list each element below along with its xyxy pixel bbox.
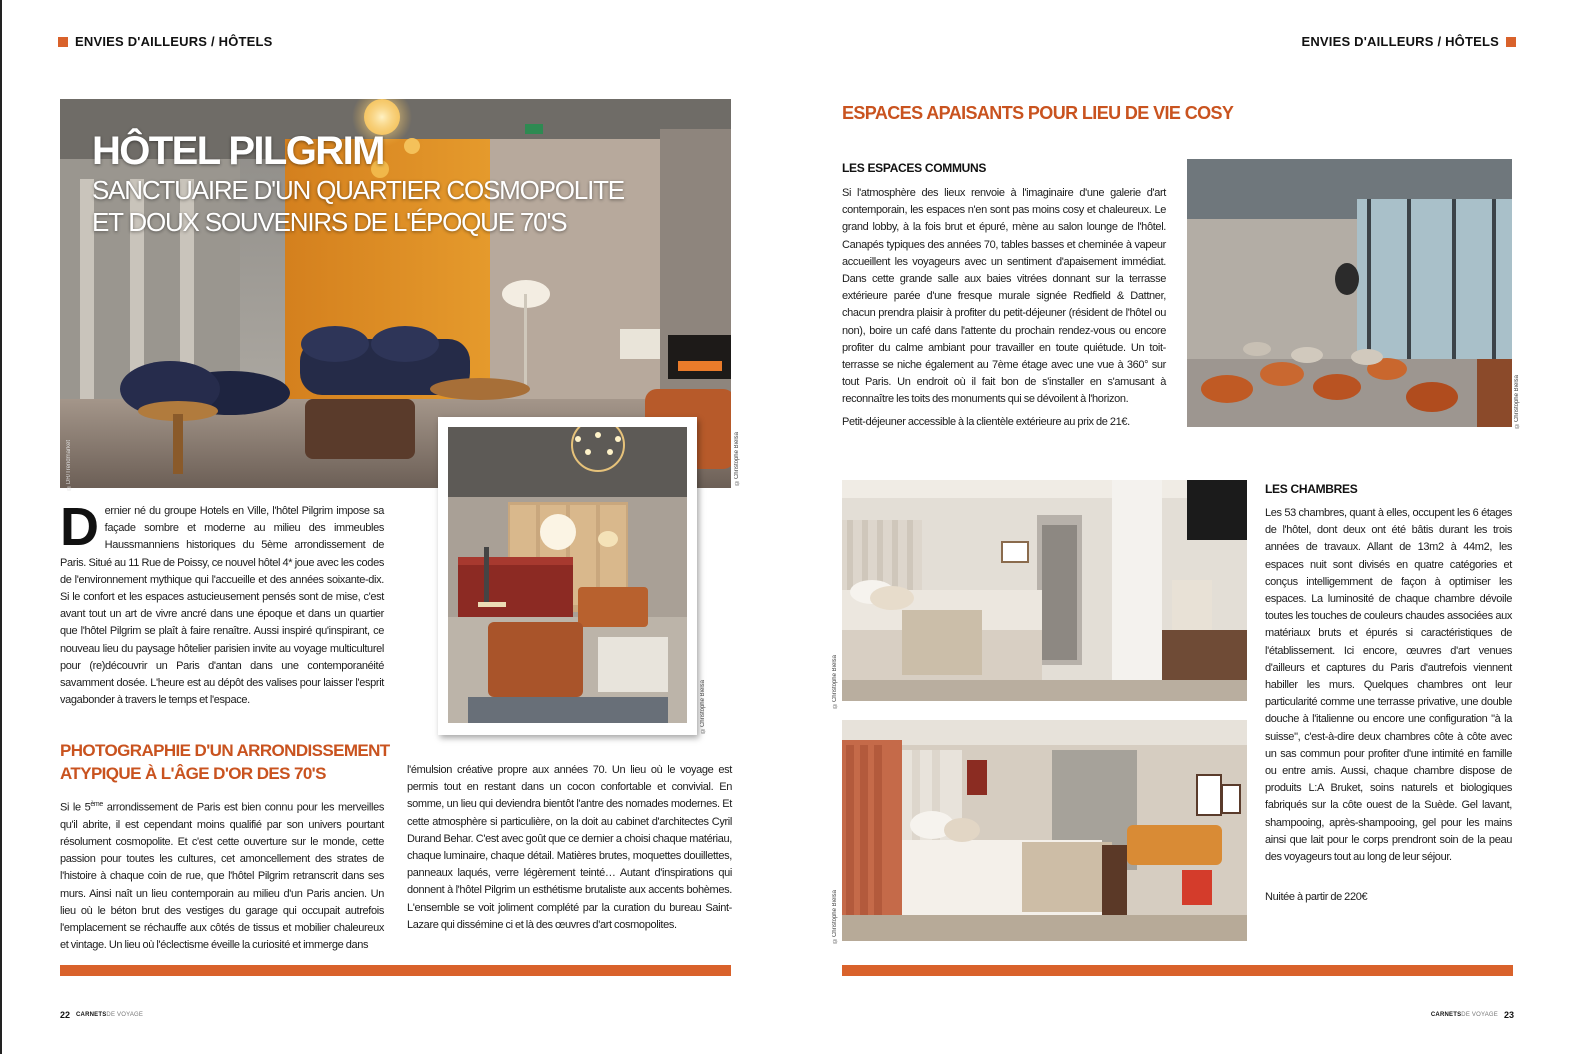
section1-col1-text: arrondissement de Paris est bien connu pour les merveilles qu'il abrite, il est cependant moins qualifié par son univers pourtant résolument cosmopolite. Et c'est cette ouverture sur le monde, cette passion pour toutes les cultures, cet amoncellement des strates de l'histoire à chaque coin de rue, que l'hôtel Pilgrim retranscrit dans ses murs. Ainsi naît un lieu contemporain au milieu d'un Paris ancien. Un lieu où le béton brut des vestiges du garage qui occupait autrefois l'emplacement se réchauffe aux côtés de tissus et mobilier chaleureux et vintage. Un lieu où l'éclectisme éveille la curiosité et immerge dans <box>60 801 384 952</box>
intro-text: ernier né du groupe Hotels en Ville, l'hôtel Pilgrim impose sa façade sombre et moderne au milieu des immeubles Haussmanniens historiques du 5ème arrondissement de Paris. Situé au 11 Rue de Poissy, ce nouvel hôtel 4* joue avec les codes de l'environnement mythique qui l'accueille et des années soixante-dix. Si le confort et les espaces astucieusement pensés sont de mise, c'est avant tout un art de vivre ancré dans une époque et dans un quartier que l'hôtel Pilgrim se plaît à faire renaître. Aussi inspiré qu'inspirant, ce nouveau lieu du paysage hôtelier parisien invite au voyage multiculturel pour (re)découvrir un Paris d'antan dans une contemporanéité savamment dosée. L'heure est au dépôt des valises pour laisser l'esprit vagabonder à travers le temps et l'espace. <box>60 505 384 707</box>
right-page <box>794 0 1588 1054</box>
chambres-text <box>1265 505 1512 866</box>
breakfast-price: Petit-déjeuner accessible à la clientèle extérieure au prix de 21€. <box>842 416 1130 428</box>
hero-photo-credit: ©Christophe Bielsa <box>734 432 740 486</box>
espaces-communs-body: Si l'atmosphère des lieux renvoie à l'imaginaire d'une galerie d'art contemporain, les espaces n'en sont pas moins cosy et chaleureux. Le grand lobby, à la fois brut et épuré, mène au salon lounge de l'hôtel. Canapés typiques des années 70, tables basses et cheminée à vapeur accueillent les voyageurs avec un sentiment d'apaisement immédiat. Dans cette grande salle aux baies vitrées donnant sur la terrasse extérieure parée d'une fresque murale signée Redfield & Dattner, chacun prendra plaisir à profiter du petit-déjeuner (résident de l'hôtel ou non), boire un café dans l'attente du prochain rendez-vous ou encore profiter du calme ambiant pour travailler en toute quiétude. Un toit-terrasse se niche également au 7ème étage avec une vue à 360° sur tout Paris. Un endroit où il fait bon de s'installer en s'amusant à reconnaître les toits des monuments qui se dévoilent à l'horizon. <box>842 187 1166 406</box>
section1-col1-superscript: ème <box>90 801 103 808</box>
section1-heading <box>60 739 390 785</box>
restaurant-photo <box>1187 159 1512 427</box>
section1-heading-line2: ATYPIQUE À L'ÂGE D'OR DES 70'S <box>60 764 326 783</box>
brand-sub-right: DE VOYAGE <box>1461 1012 1498 1018</box>
section-marker-icon <box>1506 37 1516 47</box>
bottom-rule-right <box>842 965 1513 976</box>
bottom-rule-left <box>60 965 731 976</box>
room1-illustration <box>842 480 1247 701</box>
chambres-title: LES CHAMBRES <box>1265 482 1358 496</box>
hotel-title: HÔTEL PILGRIM <box>92 129 384 173</box>
section-label-text-right: ENVIES D'AILLEURS / HÔTELS <box>1301 34 1499 49</box>
restaurant-photo-credit: ©Christophe Bielsa <box>1514 375 1520 429</box>
page-number-left: 22 <box>60 1010 71 1020</box>
hotel-subtitle-line1: SANCTUAIRE D'UN QUARTIER COSMOPOLITE <box>92 175 624 205</box>
section1-column2 <box>407 762 732 934</box>
magazine-brand-right <box>1431 1012 1498 1018</box>
section-label-right <box>1301 34 1516 49</box>
hotel-subtitle-line2: ET DOUX SOUVENIRS DE L'ÉPOQUE 70'S <box>92 207 567 237</box>
page-number-right: 23 <box>1503 1010 1514 1020</box>
espaces-communs-text <box>842 185 1166 409</box>
chambres-body: Les 53 chambres, quant à elles, occupent les 6 étages de l'hôtel, dont deux ont été bâtis durant les trois années de travaux. Allant de 13m2 à 44m2, les espaces nuit sont divisés en quatre catégories et conçus intelligemment de façon à optimiser les espaces. La luminosité de chaque chambre dévoile toutes les touches de couleurs chaudes associées aux matériaux bruts et épurés si caractéristiques de l'établissement. Ici encore, œuvres d'art venues d'ailleurs et captures du Paris d'autrefois viennent habiller les murs. Quelques chambres ont leur particularité comme une terrasse privative, une double douche à l'italienne ou encore une configuration "à la suisse", c'est-à-dire deux chambres côte à côte avec un sas commun pour profiter d'une intimité en famille ou entre amis. Aussi, chaque chambre dispose de produits L:A Bruket, soins naturels et biologiques fabriqués sur la côte ouest de la Suède. Gel lavant, shampooing, après-shampooing, gel pour les mains ainsi que lait pour le corps prendront soin de la peau des voyageurs tout au long de leur séjour. <box>1265 507 1512 864</box>
room2-illustration <box>842 720 1247 941</box>
hero-title-block <box>92 128 624 238</box>
reception-photo-credit: ©Christophe Bielsa <box>700 680 706 734</box>
section-label-left <box>58 34 273 49</box>
room-photo-2 <box>842 720 1247 941</box>
section1-col2-text: l'émulsion créative propre aux années 70. Un lieu où le voyage est permis tout en restant dans un cocon confortable et convivial. En somme, un lieu qui deviendra bientôt l'antre des nomades modernes. Et cette atmosphère si particulière, on la doit au cabinet d'architectes Cyril Durand Behar. C'est avec goût que ce dernier a choisi chaque matériau, chaque luminaire, chaque détail. Matières brutes, moquettes douillettes, panneaux laqués, verre légèrement teinté… Autant d'inspirations qui donnent à l'hôtel Pilgrim un esthétisme brutaliste aux accents bohèmes. L'ensemble se voit joliment complété par la curation du bureau Saint-Lazare qui dissémine ci et là des œuvres d'art cosmopolites. <box>407 764 732 931</box>
section1-heading-line1: PHOTOGRAPHIE D'UN ARRONDISSEMENT <box>60 741 390 760</box>
intro-paragraph <box>60 497 384 709</box>
room-price: Nuitée à partir de 220€ <box>1265 891 1368 903</box>
reception-photo-frame <box>438 417 697 735</box>
folio-right <box>1431 1010 1514 1020</box>
espaces-communs-title: LES ESPACES COMMUNS <box>842 161 987 175</box>
restaurant-illustration <box>1187 159 1512 427</box>
room2-photo-credit: ©Christophe Bielsa <box>832 890 838 944</box>
brand-main-left: CARNETS <box>76 1012 107 1018</box>
brand-main-right: CARNETS <box>1430 1012 1462 1018</box>
dropcap-letter: D <box>60 497 99 557</box>
section-marker-icon <box>58 37 68 47</box>
section-label-text: ENVIES D'AILLEURS / HÔTELS <box>75 34 273 49</box>
hero-small-credit: ©DR/Trendmarket <box>66 440 72 491</box>
espaces-heading: ESPACES APAISANTS POUR LIEU DE VIE COSY <box>842 103 1234 123</box>
room-photo-1 <box>842 480 1247 701</box>
room1-photo-credit: ©Christophe Bielsa <box>832 655 838 709</box>
section1-column1 <box>60 796 384 954</box>
reception-illustration <box>448 427 687 723</box>
brand-sub-left: DE VOYAGE <box>106 1012 144 1018</box>
folio-left <box>60 1010 143 1020</box>
magazine-brand-left <box>76 1012 143 1018</box>
section1-col1-prefix: Si le 5 <box>60 801 91 814</box>
